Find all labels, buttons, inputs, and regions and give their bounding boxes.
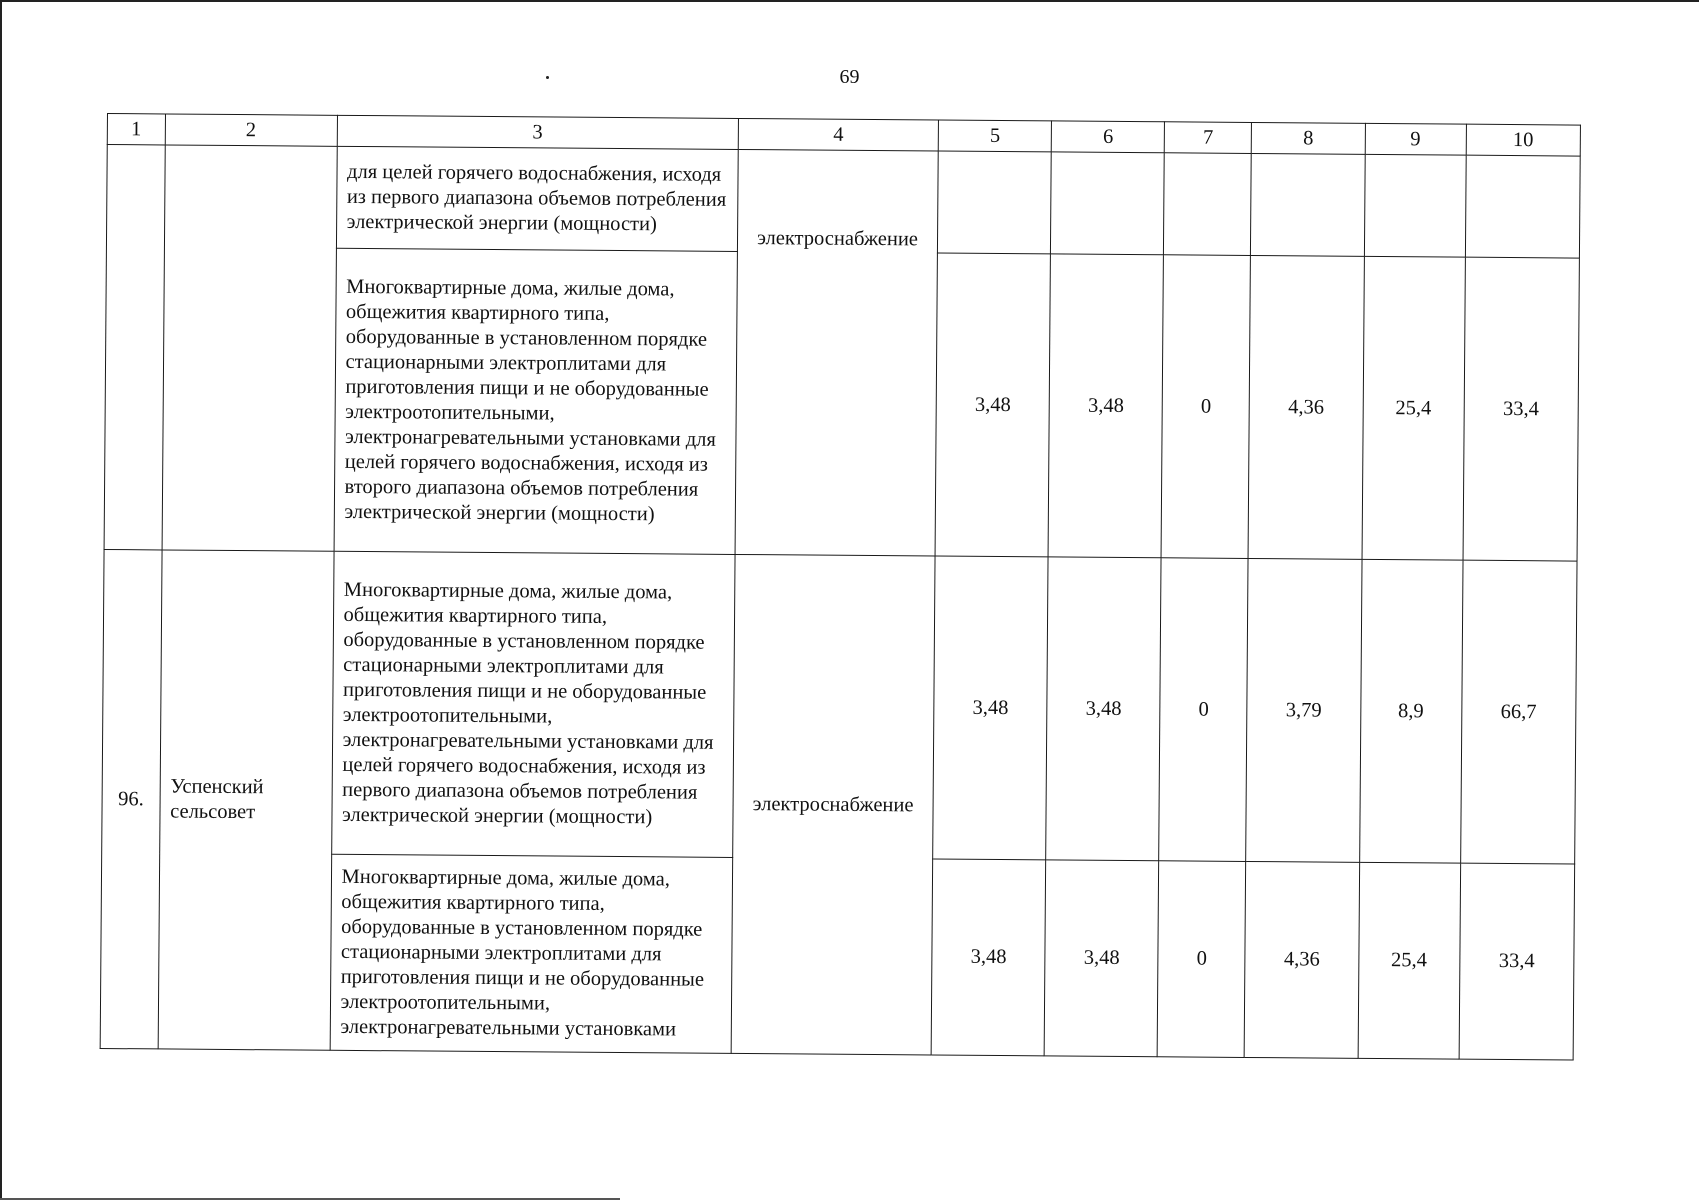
header-cell: 8 xyxy=(1252,122,1365,154)
consumer-category: Многоквартирные дома, жилые дома, общежития квартирного типа, оборудованные в установленном порядке стационарными электроплитами для приготовления пищи и не оборудованные электроотопительными, электронагревательными установками xyxy=(330,854,733,1053)
consumer-category: Многоквартирные дома, жилые дома, общежития квартирного типа, оборудованные в установленном порядке стационарными электроплитами для приготовления пищи и не оборудованные электроотопительными, электронагревательными установками для целей горячего водоснабжения, исходя из первого диапазона объемов потребления электрической энергии (мощности) xyxy=(331,551,735,857)
value-cell: 25,4 xyxy=(1362,256,1466,560)
header-cell: 5 xyxy=(938,120,1051,152)
consumer-category: для целей горячего водоснабжения, исходя из первого диапазона объемов потребления электрической энергии (мощности) xyxy=(336,146,738,251)
scan-edge-left xyxy=(0,0,2,1200)
table-row xyxy=(102,549,1577,864)
consumer-category: Многоквартирные дома, жилые дома, общежития квартирного типа, оборудованные в установленном порядке стационарными электроплитами для приготовления пищи и не оборудованные электроотопительными, электронагревательными установками для целей горячего водоснабжения, исходя из второго диапазона объемов потребления электрической энергии (мощности) xyxy=(334,248,738,554)
row-number-cell xyxy=(104,145,165,550)
value-cell: 0 xyxy=(1161,255,1250,559)
header-cell: 10 xyxy=(1466,124,1581,156)
value-cell: 3,48 xyxy=(935,253,1051,557)
value-cell xyxy=(1465,155,1580,258)
value-cell: 3,48 xyxy=(1046,557,1162,861)
value-cell: 8,9 xyxy=(1359,559,1463,863)
value-cell xyxy=(1251,153,1365,256)
value-cell: 3,79 xyxy=(1246,558,1362,862)
value-cell xyxy=(938,151,1052,254)
scan-edge-top xyxy=(0,0,1699,2)
value-cell: 33,4 xyxy=(1459,863,1575,1060)
row-number-cell: 96. xyxy=(100,549,162,1048)
value-cell: 3,48 xyxy=(933,556,1049,860)
value-cell: 3,48 xyxy=(1044,860,1159,1057)
table-row xyxy=(106,145,1580,259)
header-cell: 9 xyxy=(1365,123,1466,155)
header-cell: 1 xyxy=(107,114,165,145)
page-number: 69 xyxy=(839,66,860,88)
value-cell: 0 xyxy=(1159,558,1248,862)
value-cell: 4,36 xyxy=(1244,861,1359,1058)
value-cell xyxy=(1051,152,1165,255)
value-cell: 0 xyxy=(1157,861,1246,1058)
tariff-table xyxy=(100,113,1581,1061)
service-type: электроснабжение xyxy=(731,554,935,1055)
settlement-name-cell xyxy=(162,145,337,551)
value-cell: 33,4 xyxy=(1463,257,1580,561)
value-cell: 3,48 xyxy=(931,859,1046,1056)
value-cell: 25,4 xyxy=(1358,862,1461,1059)
header-cell: 7 xyxy=(1165,122,1252,154)
header-cell: 3 xyxy=(337,115,739,149)
header-cell: 4 xyxy=(738,118,938,151)
value-cell: 4,36 xyxy=(1248,255,1364,559)
value-cell: 66,7 xyxy=(1460,560,1577,864)
service-type: электроснабжение xyxy=(735,149,938,556)
settlement-name-cell: Успенский сельсовет xyxy=(158,550,334,1050)
scan-speck xyxy=(546,76,549,79)
header-cell: 2 xyxy=(165,114,337,146)
header-cell: 6 xyxy=(1051,121,1164,153)
value-cell: 3,48 xyxy=(1048,254,1164,558)
value-cell xyxy=(1164,153,1252,256)
value-cell xyxy=(1364,154,1466,257)
